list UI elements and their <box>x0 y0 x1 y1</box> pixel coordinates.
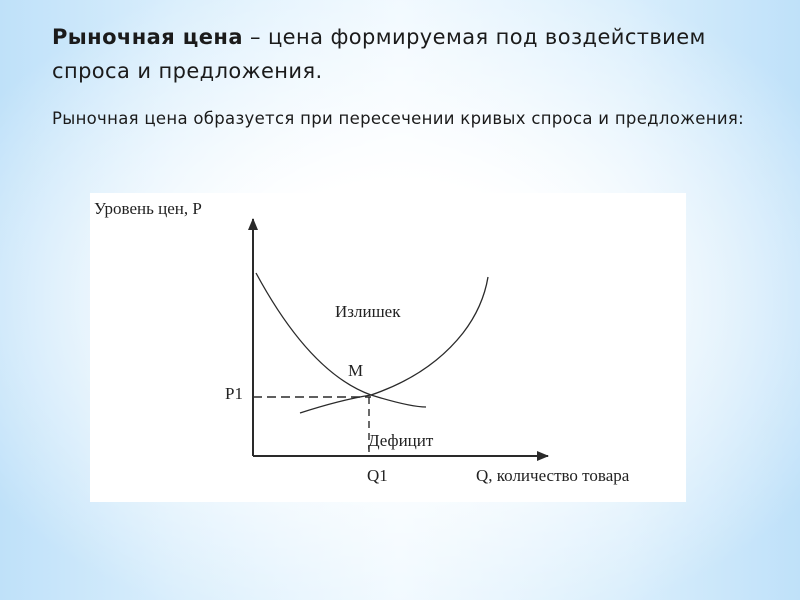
diagram-canvas <box>90 193 686 502</box>
price-label: P1 <box>225 384 243 403</box>
supply-demand-diagram <box>90 193 686 502</box>
equilibrium-point-label: M <box>348 361 364 380</box>
x-axis-label: Q, количество товара <box>476 466 630 485</box>
slide-subtitle: Рыночная цена образуется при пересечении кривых спроса и предложения: <box>52 109 744 128</box>
y-axis-label: Уровень цен, P <box>94 199 202 218</box>
quantity-label: Q1 <box>367 466 388 485</box>
title-definition: – цена формируемая под воздействием спроса и предложения. <box>52 25 706 83</box>
title-term: Рыночная цена <box>52 25 243 49</box>
supply-curve <box>300 277 488 413</box>
slide-title <box>52 20 772 88</box>
deficit-label: Дефицит <box>368 431 434 450</box>
demand-curve <box>256 273 426 407</box>
surplus-label: Излишек <box>335 302 401 321</box>
